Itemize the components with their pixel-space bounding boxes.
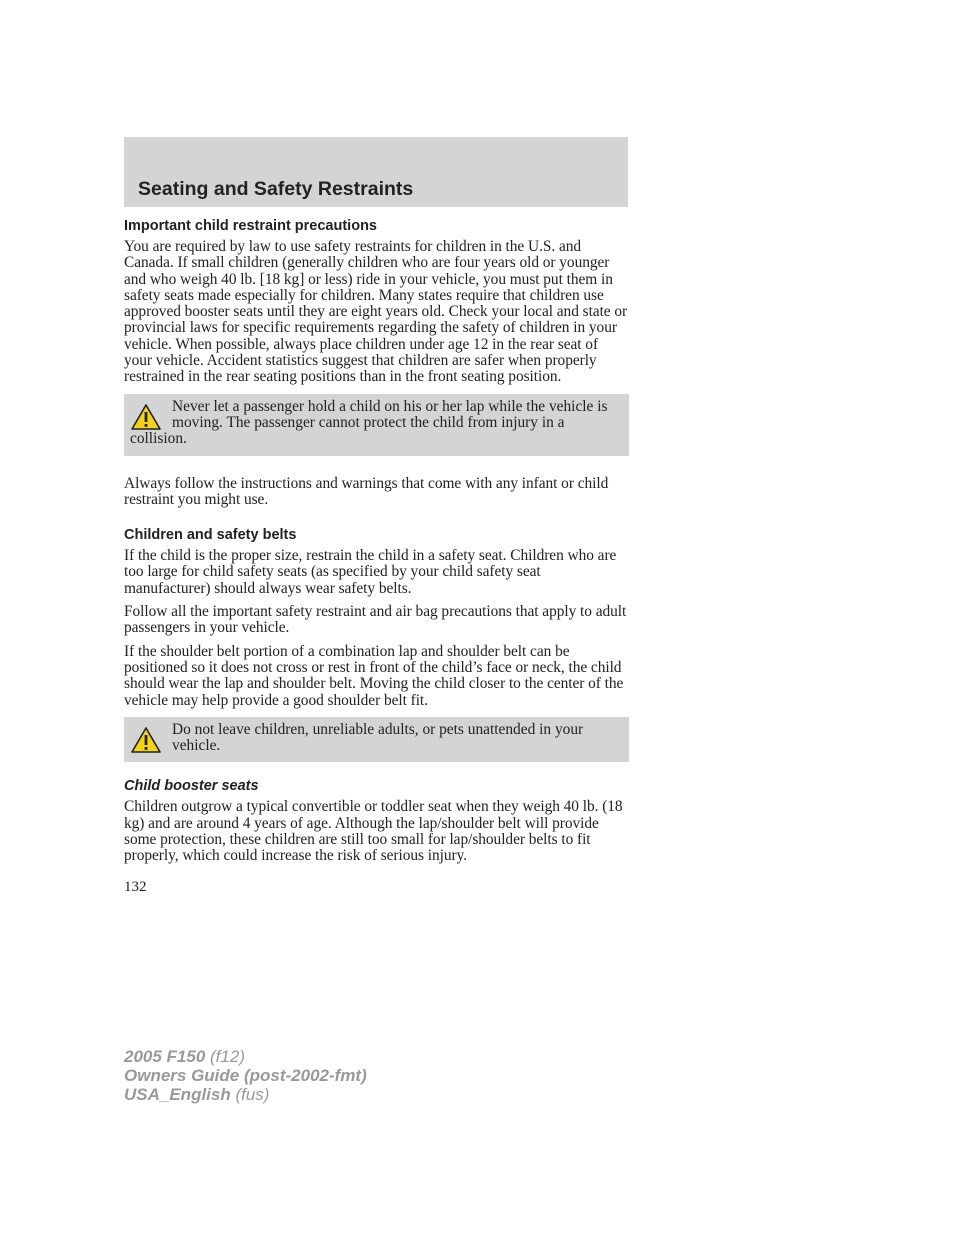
warning-text-unattended: Do not leave children, unreliable adults, or pets unattended in your vehicle. [172, 720, 584, 755]
footer-language: USA_English [124, 1085, 231, 1104]
footer-line-1 [124, 1047, 367, 1066]
footer-model-code: (f12) [205, 1047, 245, 1066]
belts-paragraph-3: If the shoulder belt portion of a combination lap and shoulder belt can be positioned so it does not cross or rest in front of the child’s face or neck, the child should wear the lap and shoulder belt. Moving the child closer to the center of the vehicle may help provide a good shoulder belt fit. [124, 642, 624, 709]
section-title: Seating and Safety Restraints [138, 178, 414, 200]
belts-paragraph-1: If the child is the proper size, restrain the child in a safety seat. Children who are too large for child safety seats (as specified by your child safety seat manufacturer) should always wear safety belts. [124, 547, 617, 597]
precautions-paragraph: You are required by law to use safety restraints for children in the U.S. and Canada. If small children (generally children who are four years old or younger and who weigh 40 lb. [18 kg] or less) ride in your vehicle, you must put them in safety seats made especially for children. Many states require that children use approved booster seats until they are eight years old. Check your local and state or provincial laws for specific requirements regarding the safety of children in your vehicle. When possible, always place children under age 12 in the rear seat of your vehicle. Accident statistics suggest that children are safer when properly restrained in the rear seating positions than in the front seating position. [124, 238, 628, 386]
document-footer [124, 1047, 367, 1104]
footer-language-code: (fus) [230, 1085, 270, 1104]
follow-instructions-paragraph: Always follow the instructions and warnings that come with any infant or child restraint you might use. [124, 474, 609, 508]
heading-safety-belts: Children and safety belts [124, 527, 297, 544]
warning-box-unattended [124, 717, 629, 763]
footer-model: 2005 F150 [124, 1047, 206, 1066]
booster-paragraph: Children outgrow a typical convertible or toddler seat when they weigh 40 lb. (18 kg) and are around 4 years of age. Although the lap/shoulder belt will provide some protection, these children are still too small for lap/shoulder belts to fit properly, which could increase the risk of serious injury. [124, 798, 623, 865]
warning-text-lap: Never let a passenger hold a child on his or her lap while the vehicle is moving. The passenger cannot protect the child from injury in a collision. [130, 397, 608, 448]
footer-guide: Owners Guide (post-2002-fmt) [124, 1066, 367, 1085]
heading-booster-seats: Child booster seats [124, 778, 259, 795]
footer-line-3 [124, 1085, 367, 1104]
footer-line-2 [124, 1066, 367, 1085]
warning-box-lap [124, 394, 629, 456]
warning-triangle-icon [130, 403, 162, 431]
page-content [124, 218, 629, 896]
warning-triangle-icon [130, 726, 162, 754]
section-header-band [124, 137, 628, 207]
heading-precautions: Important child restraint precautions [124, 218, 377, 234]
page-number: 132 [124, 878, 147, 895]
belts-paragraph-2: Follow all the important safety restraint and air bag precautions that apply to adult passengers in your vehicle. [124, 603, 627, 637]
